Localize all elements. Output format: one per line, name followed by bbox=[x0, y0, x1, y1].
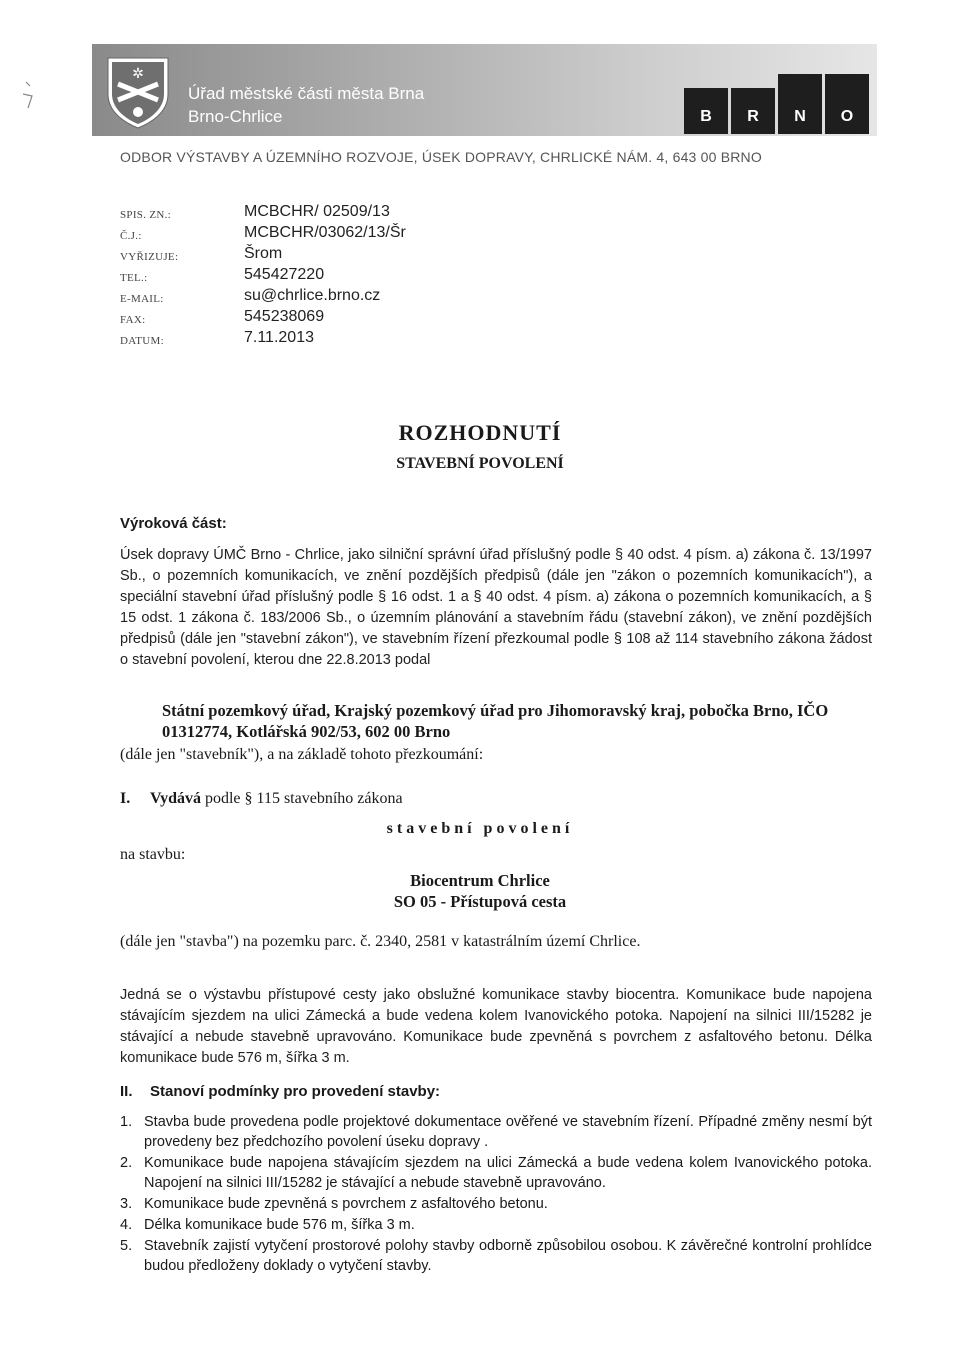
for-building-label: na stavbu: bbox=[120, 846, 186, 863]
verdict-heading: Výroková část: bbox=[120, 515, 227, 532]
scan-mark bbox=[20, 80, 36, 110]
meta-value: Šrom bbox=[244, 245, 283, 262]
list-item bbox=[120, 1153, 872, 1193]
meta-row bbox=[120, 263, 406, 284]
applicant: Státní pozemkový úřad, Krajský pozemkový úřad pro Jihomoravský kraj, pobočka Brno, IČO 01312774, Kotlářská 902/53, 602 00 Brno bbox=[162, 701, 829, 741]
building-name-line1: Biocentrum Chrlice bbox=[410, 871, 550, 890]
city-crest-icon bbox=[104, 54, 172, 130]
section-1-text: podle § 115 stavebního zákona bbox=[204, 790, 403, 807]
section-1-lead: Vydává bbox=[150, 790, 201, 807]
condition-number: 2. bbox=[120, 1155, 133, 1171]
meta-row bbox=[120, 284, 406, 305]
brno-logo bbox=[684, 88, 869, 134]
list-item bbox=[120, 1215, 872, 1235]
meta-value: MCBCHR/ 02509/13 bbox=[244, 203, 390, 220]
meta-value: su@chrlice.brno.cz bbox=[244, 287, 381, 304]
department-address: ODBOR VÝSTAVBY A ÚZEMNÍHO ROZVOJE, ÚSEK DOPRAVY, CHRLICKÉ NÁM. 4, 643 00 BRNO bbox=[120, 149, 762, 165]
condition-text: Délka komunikace bude 576 m, šířka 3 m. bbox=[144, 1217, 415, 1233]
meta-value: 7.11.2013 bbox=[244, 329, 314, 346]
office-name-line2: Brno-Chrlice bbox=[188, 107, 283, 126]
condition-number: 5. bbox=[120, 1238, 133, 1254]
brno-letter-o: O bbox=[825, 74, 869, 134]
meta-row bbox=[120, 326, 406, 347]
description-paragraph: Jedná se o výstavbu přístupové cesty jako obslužné komunikace stavby biocentra. Komunikace bude napojena stávajícím sjezdem na ulici Zámecká a bude vedena kolem Ivanovického potoka. Napojení na silnici III/15282 je stávající a nebude stavebně upravováno. Komunikace bude zpevněná s povrchem z asfaltového betonu. Délka komunikace bude 576 m, šířka 3 m. bbox=[120, 987, 872, 1066]
building-name bbox=[0, 870, 960, 912]
section-number: II. bbox=[120, 1083, 133, 1100]
meta-row bbox=[120, 242, 406, 263]
meta-value: 545238069 bbox=[244, 308, 325, 325]
condition-number: 4. bbox=[120, 1217, 133, 1233]
meta-row bbox=[120, 305, 406, 326]
condition-text: Komunikace bude zpevněná s povrchem z asfaltového betonu. bbox=[144, 1196, 548, 1212]
header-banner bbox=[92, 44, 877, 136]
conditions-list bbox=[120, 1112, 872, 1277]
building-name-line2: SO 05 - Přístupová cesta bbox=[393, 892, 567, 911]
list-item bbox=[120, 1194, 872, 1214]
brno-letter-n: N bbox=[778, 74, 822, 134]
meta-value: 545427220 bbox=[244, 266, 325, 283]
office-name bbox=[188, 82, 424, 128]
list-item bbox=[120, 1112, 872, 1152]
meta-label: SPIS. ZN.: bbox=[120, 209, 171, 221]
document-title: ROZHODNUTÍ bbox=[398, 420, 562, 445]
builder-reference: (dále jen "stavebník"), a na základě tohoto přezkoumání: bbox=[120, 746, 484, 763]
meta-label: VYŘIZUJE: bbox=[120, 251, 179, 263]
reference-block bbox=[120, 200, 406, 347]
meta-label: DATUM: bbox=[120, 335, 164, 347]
condition-number: 3. bbox=[120, 1196, 133, 1212]
meta-value: MCBCHR/03062/13/Šr bbox=[244, 224, 406, 241]
meta-label: Č.J.: bbox=[120, 230, 142, 242]
condition-text: Komunikace bude napojena stávajícím sjezdem na ulici Zámecká a bude vedena kolem Ivanovického potoka. Napojení na silnici III/15282 je stávající a nebude stavebně upravováno. bbox=[144, 1155, 872, 1191]
permit-word: stavební povolení bbox=[386, 820, 574, 837]
condition-text: Stavba bude provedena podle projektové dokumentace ověřené ve stavebním řízení. Případné změny nesmí být provedeny bez předchozího povolení úseku dopravy . bbox=[144, 1114, 872, 1150]
meta-label: E-MAIL: bbox=[120, 293, 164, 305]
meta-label: FAX: bbox=[120, 314, 146, 326]
meta-row bbox=[120, 200, 406, 221]
section-number: I. bbox=[120, 790, 131, 807]
meta-row bbox=[120, 221, 406, 242]
condition-number: 1. bbox=[120, 1114, 133, 1130]
svg-text:✲: ✲ bbox=[132, 66, 144, 82]
meta-label: TEL.: bbox=[120, 272, 148, 284]
parcel-text: (dále jen "stavba") na pozemku parc. č. 2340, 2581 v katastrálním území Chrlice. bbox=[120, 933, 641, 950]
list-item bbox=[120, 1236, 872, 1276]
document-subtitle: STAVEBNÍ POVOLENÍ bbox=[396, 455, 564, 472]
office-name-line1: Úřad městské části města Brna bbox=[188, 84, 425, 103]
intro-paragraph: Úsek dopravy ÚMČ Brno - Chrlice, jako silniční správní úřad příslušný podle § 40 odst. 4 písm. a) zákona č. 13/1997 Sb., o pozemních komunikacích, ve znění pozdějších předpisů (dále jen "zákon o pozemních komunikacích"), a speciální stavební úřad příslušný podle § 16 odst. 1 a § 40 odst. 4 písm. a) zákona o pozemních komunikacích, a § 15 odst. 1 zákona č. 183/2006 Sb., o územním plánování a stavebním řádu (stavební zákon), ve znění pozdějších předpisů (dále jen "stavební zákon"), ve stavebním řízení přezkoumal podle § 108 až 114 stavebního zákona žádost o stavební povolení, kterou dne 22.8.2013 podal bbox=[120, 547, 872, 668]
section-1-heading bbox=[120, 790, 403, 808]
brno-letter-r: R bbox=[731, 88, 775, 134]
section-2-heading bbox=[120, 1083, 440, 1100]
section-2-title: Stanoví podmínky pro provedení stavby: bbox=[150, 1083, 441, 1100]
brno-letter-b: B bbox=[684, 88, 728, 134]
condition-text: Stavebník zajistí vytyčení prostorové polohy stavby odborně způsobilou osobou. K závěrečné kontrolní prohlídce budou předloženy doklady o vytyčení stavby. bbox=[144, 1238, 872, 1274]
